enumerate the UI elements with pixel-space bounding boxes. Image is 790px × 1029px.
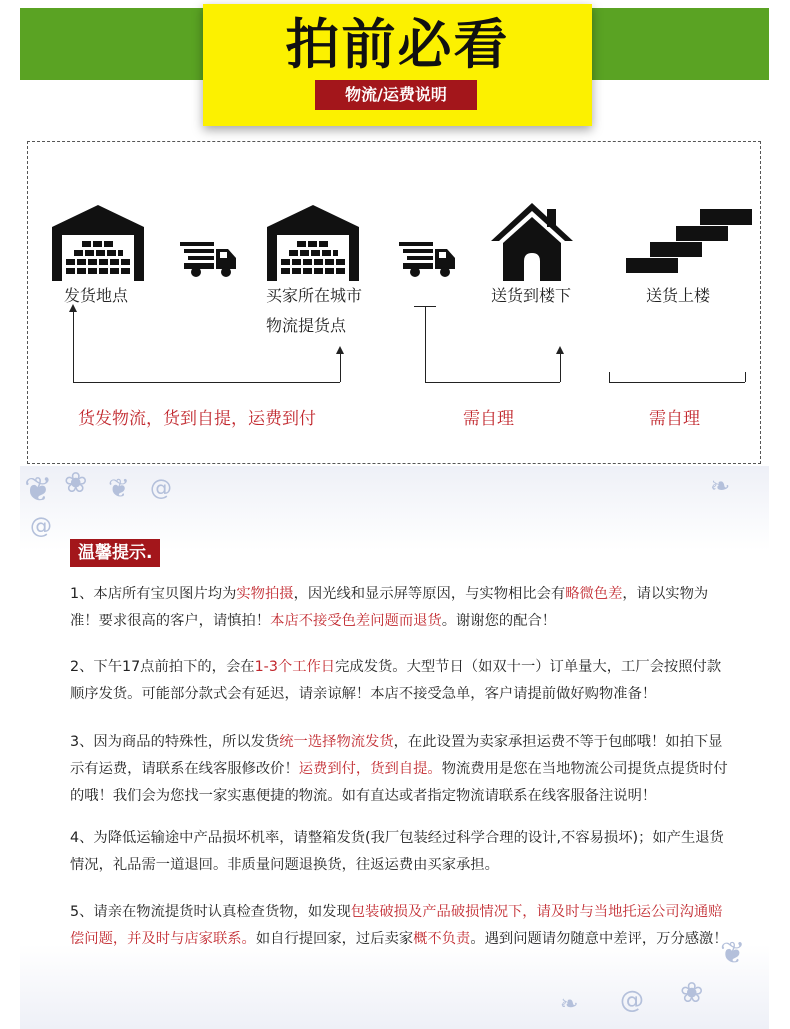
bracket-1-bottom xyxy=(73,382,340,383)
notice-text: 1、本店所有宝贝图片均为 xyxy=(70,586,237,602)
arrow-up-icon xyxy=(336,346,344,354)
notice-item-2 xyxy=(70,654,730,708)
truck-icon xyxy=(180,242,238,278)
swirl-icon: @ xyxy=(30,514,52,539)
note-self-pay-1: 需自理 xyxy=(463,409,514,429)
step-label-pickup-point: 物流提货点 xyxy=(266,316,347,335)
note-freight-collect: 货发物流，货到自提，运费到付 xyxy=(78,409,316,429)
house-icon xyxy=(491,203,573,281)
step-label-pickup-city: 买家所在城市 xyxy=(266,286,363,305)
flourish-icon: ❦ xyxy=(108,474,130,504)
step-label-origin: 发货地点 xyxy=(64,286,129,305)
step-label-downstairs: 送货到楼下 xyxy=(491,286,572,305)
notice-highlight: 1-3个工作日 xyxy=(254,659,336,675)
notice-text: ，请以实物为准！要求很高的客户，请慎拍！ xyxy=(70,586,709,629)
notice-highlight: 运费到付，货到自提。 xyxy=(298,761,442,777)
bracket-1-right xyxy=(340,352,341,382)
notice-item-5 xyxy=(70,899,730,953)
notice-text: 如自行提回家，过后卖家 xyxy=(255,931,414,947)
notice-text: 完成发货。大型节日（如双十一）订单量大，工厂会按照付款顺序发货。可能部分款式会有延迟，请亲谅解！本店不接受急单，客户请提前做好购物准备！ xyxy=(70,659,722,702)
bracket-3-left xyxy=(609,372,610,382)
notice-text: 物流费用是您在当地物流公司提货点提货时付的哦！我们会为您找一家实惠便捷的物流。如有直达或者指定物流请联系在线客服备注说明！ xyxy=(70,761,728,804)
notice-item-4 xyxy=(70,825,730,879)
warehouse-icon xyxy=(52,205,144,281)
swirl-icon: @ xyxy=(150,476,172,501)
flourish-icon: ❦ xyxy=(720,936,746,971)
note-self-pay-2: 需自理 xyxy=(649,409,700,429)
bracket-2-left xyxy=(425,306,426,382)
warehouse-icon xyxy=(267,205,359,281)
flourish-icon: ❀ xyxy=(680,976,704,1009)
notice-title: 温馨提示. xyxy=(70,539,160,567)
arrow-up-icon xyxy=(69,304,77,312)
step-label-upstairs: 送货上楼 xyxy=(646,286,711,305)
flourish-icon: ❧ xyxy=(560,992,579,1017)
bracket-1-left xyxy=(73,310,74,382)
page-subtitle: 物流/运费说明 xyxy=(315,80,477,110)
notice-highlight: 概不负责 xyxy=(413,931,471,947)
swirl-icon: @ xyxy=(620,986,644,1014)
notice-text: 2、下午17点前拍下的，会在 xyxy=(70,659,255,675)
notice-highlight: 实物拍摄 xyxy=(236,586,294,602)
flourish-icon: ❦ xyxy=(24,470,53,510)
notice-text: 。谢谢您的配合！ xyxy=(441,613,557,629)
bracket-2-right xyxy=(560,352,561,382)
notice-highlight: 包装破损及产品破损情况下，请及时与当地托运公司沟通赔偿问题，并及时与店家联系。 xyxy=(70,904,723,947)
arrow-up-icon xyxy=(556,346,564,354)
bracket-2-bottom xyxy=(425,382,560,383)
notice-highlight: 统一选择物流发货 xyxy=(279,734,394,750)
notice-item-1 xyxy=(70,581,730,635)
notice-text: 4、为降低运输途中产品损坏机率，请整箱发货(我厂包装经过科学合理的设计,不容易损坏)；如产生退货情况，礼品需一道退回。非质量问题退换货，往返运费由买家承担。 xyxy=(70,830,724,873)
bracket-3-bottom xyxy=(609,382,745,383)
notice-text: ，在此设置为卖家承担运费不等于包邮哦！如拍下显示有运费，请联系在线客服修改价！ xyxy=(70,734,723,777)
bracket-3-right xyxy=(745,372,746,382)
notice-item-3 xyxy=(70,729,730,810)
notice-text: 5、请亲在物流提货时认真检查货物，如发现 xyxy=(70,904,351,920)
notice-highlight: 略微色差 xyxy=(565,586,623,602)
notice-highlight: 本店不接受色差问题而退货 xyxy=(270,613,442,629)
stairs-icon xyxy=(626,209,752,273)
notice-text: 。遇到问题请勿随意中差评，万分感激！ xyxy=(470,931,728,947)
notice-text: 3、因为商品的特殊性，所以发货 xyxy=(70,734,280,750)
page-title: 拍前必看 xyxy=(285,13,510,76)
flourish-icon: ❀ xyxy=(64,466,88,499)
truck-icon xyxy=(399,242,457,278)
notice-text: ，因光线和显示屏等原因，与实物相比会有 xyxy=(293,586,566,602)
flourish-icon: ❧ xyxy=(710,472,731,500)
